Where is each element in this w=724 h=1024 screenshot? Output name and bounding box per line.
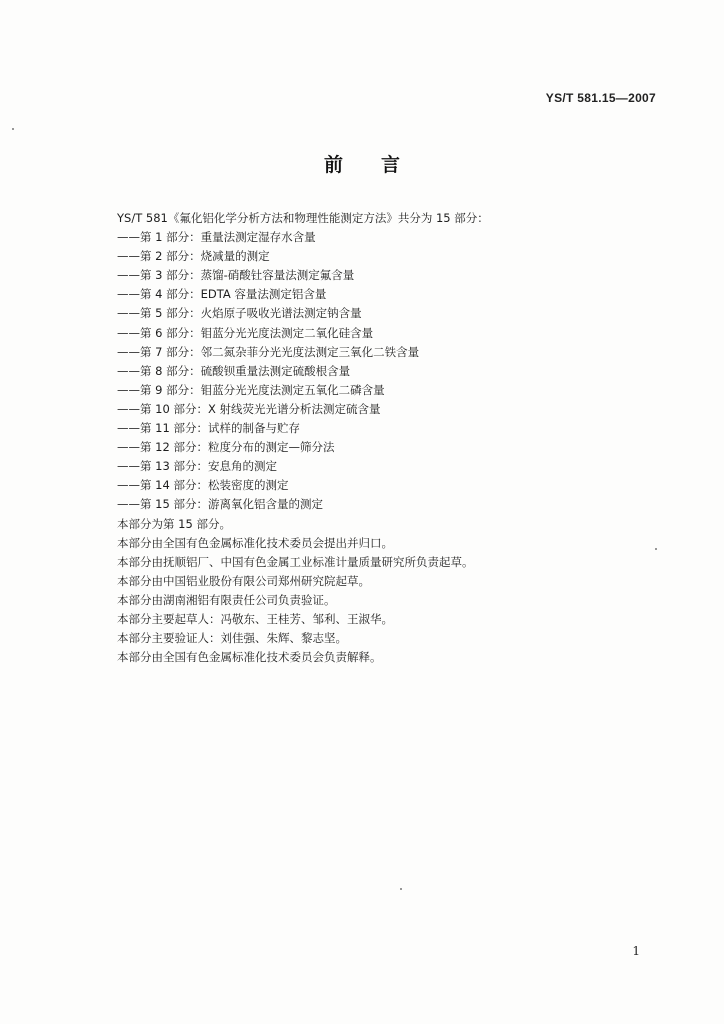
part-item: ——第 1 部分：重量法测定湿存水含量: [117, 230, 316, 245]
page-title: 前言: [323, 154, 438, 176]
part-item: ——第 6 部分：钼蓝分光光度法测定二氧化硅含量: [117, 325, 374, 340]
statement-line: 本部分由中国铝业股份有限公司郑州研究院起草。: [117, 573, 370, 588]
statement-line: 本部分由湖南湘铝有限责任公司负责验证。: [117, 592, 336, 607]
part-item: ——第 7 部分：邻二氮杂菲分光光度法测定三氧化二铁含量: [117, 344, 420, 359]
page-number: 1: [632, 944, 640, 958]
statement-line: 本部分由全国有色金属标准化技术委员会负责解释。: [117, 650, 382, 665]
part-item: ——第 4 部分：EDTA 容量法测定铝含量: [117, 287, 327, 302]
part-item: ——第 13 部分：安息角的测定: [117, 459, 277, 474]
standard-code: YS/T 581.15—2007: [545, 91, 656, 105]
foreword-body: [117, 209, 657, 667]
part-item: ——第 8 部分：硫酸钡重量法测定硫酸根含量: [117, 363, 351, 378]
intro-line: YS/T 581《氟化铝化学分析方法和物理性能测定方法》共分为 15 部分：: [117, 211, 489, 225]
scan-speck: [400, 888, 402, 890]
part-item: ——第 10 部分：X 射线荧光光谱分析法测定硫含量: [117, 401, 381, 416]
part-item: ——第 9 部分：钼蓝分光光度法测定五氧化二磷含量: [117, 382, 385, 397]
statement-line: 本部分为第 15 部分。: [117, 516, 231, 531]
statement-line: 本部分主要起草人：冯敬东、王桂芳、邹利、王淑华。: [117, 611, 393, 626]
scan-speck: [12, 128, 14, 130]
statements-list: [117, 515, 657, 668]
parts-list: [117, 228, 657, 514]
statement-line: 本部分主要验证人：刘佳强、朱辉、黎志坚。: [117, 631, 347, 646]
part-item: ——第 12 部分：粒度分布的测定—筛分法: [117, 440, 335, 455]
part-item: ——第 2 部分：烧减量的测定: [117, 249, 270, 264]
statement-line: 本部分由全国有色金属标准化技术委员会提出并归口。: [117, 535, 393, 550]
part-item: ——第 15 部分：游离氧化铝含量的测定: [117, 497, 323, 512]
scan-speck: [655, 548, 657, 550]
part-item: ——第 3 部分：蒸馏-硝酸钍容量法测定氟含量: [117, 268, 355, 283]
part-item: ——第 14 部分：松装密度的测定: [117, 478, 289, 493]
part-item: ——第 11 部分：试样的制备与贮存: [117, 421, 300, 436]
part-item: ——第 5 部分：火焰原子吸收光谱法测定钠含量: [117, 306, 362, 321]
statement-line: 本部分由抚顺铝厂、中国有色金属工业标准计量质量研究所负责起草。: [117, 554, 474, 569]
